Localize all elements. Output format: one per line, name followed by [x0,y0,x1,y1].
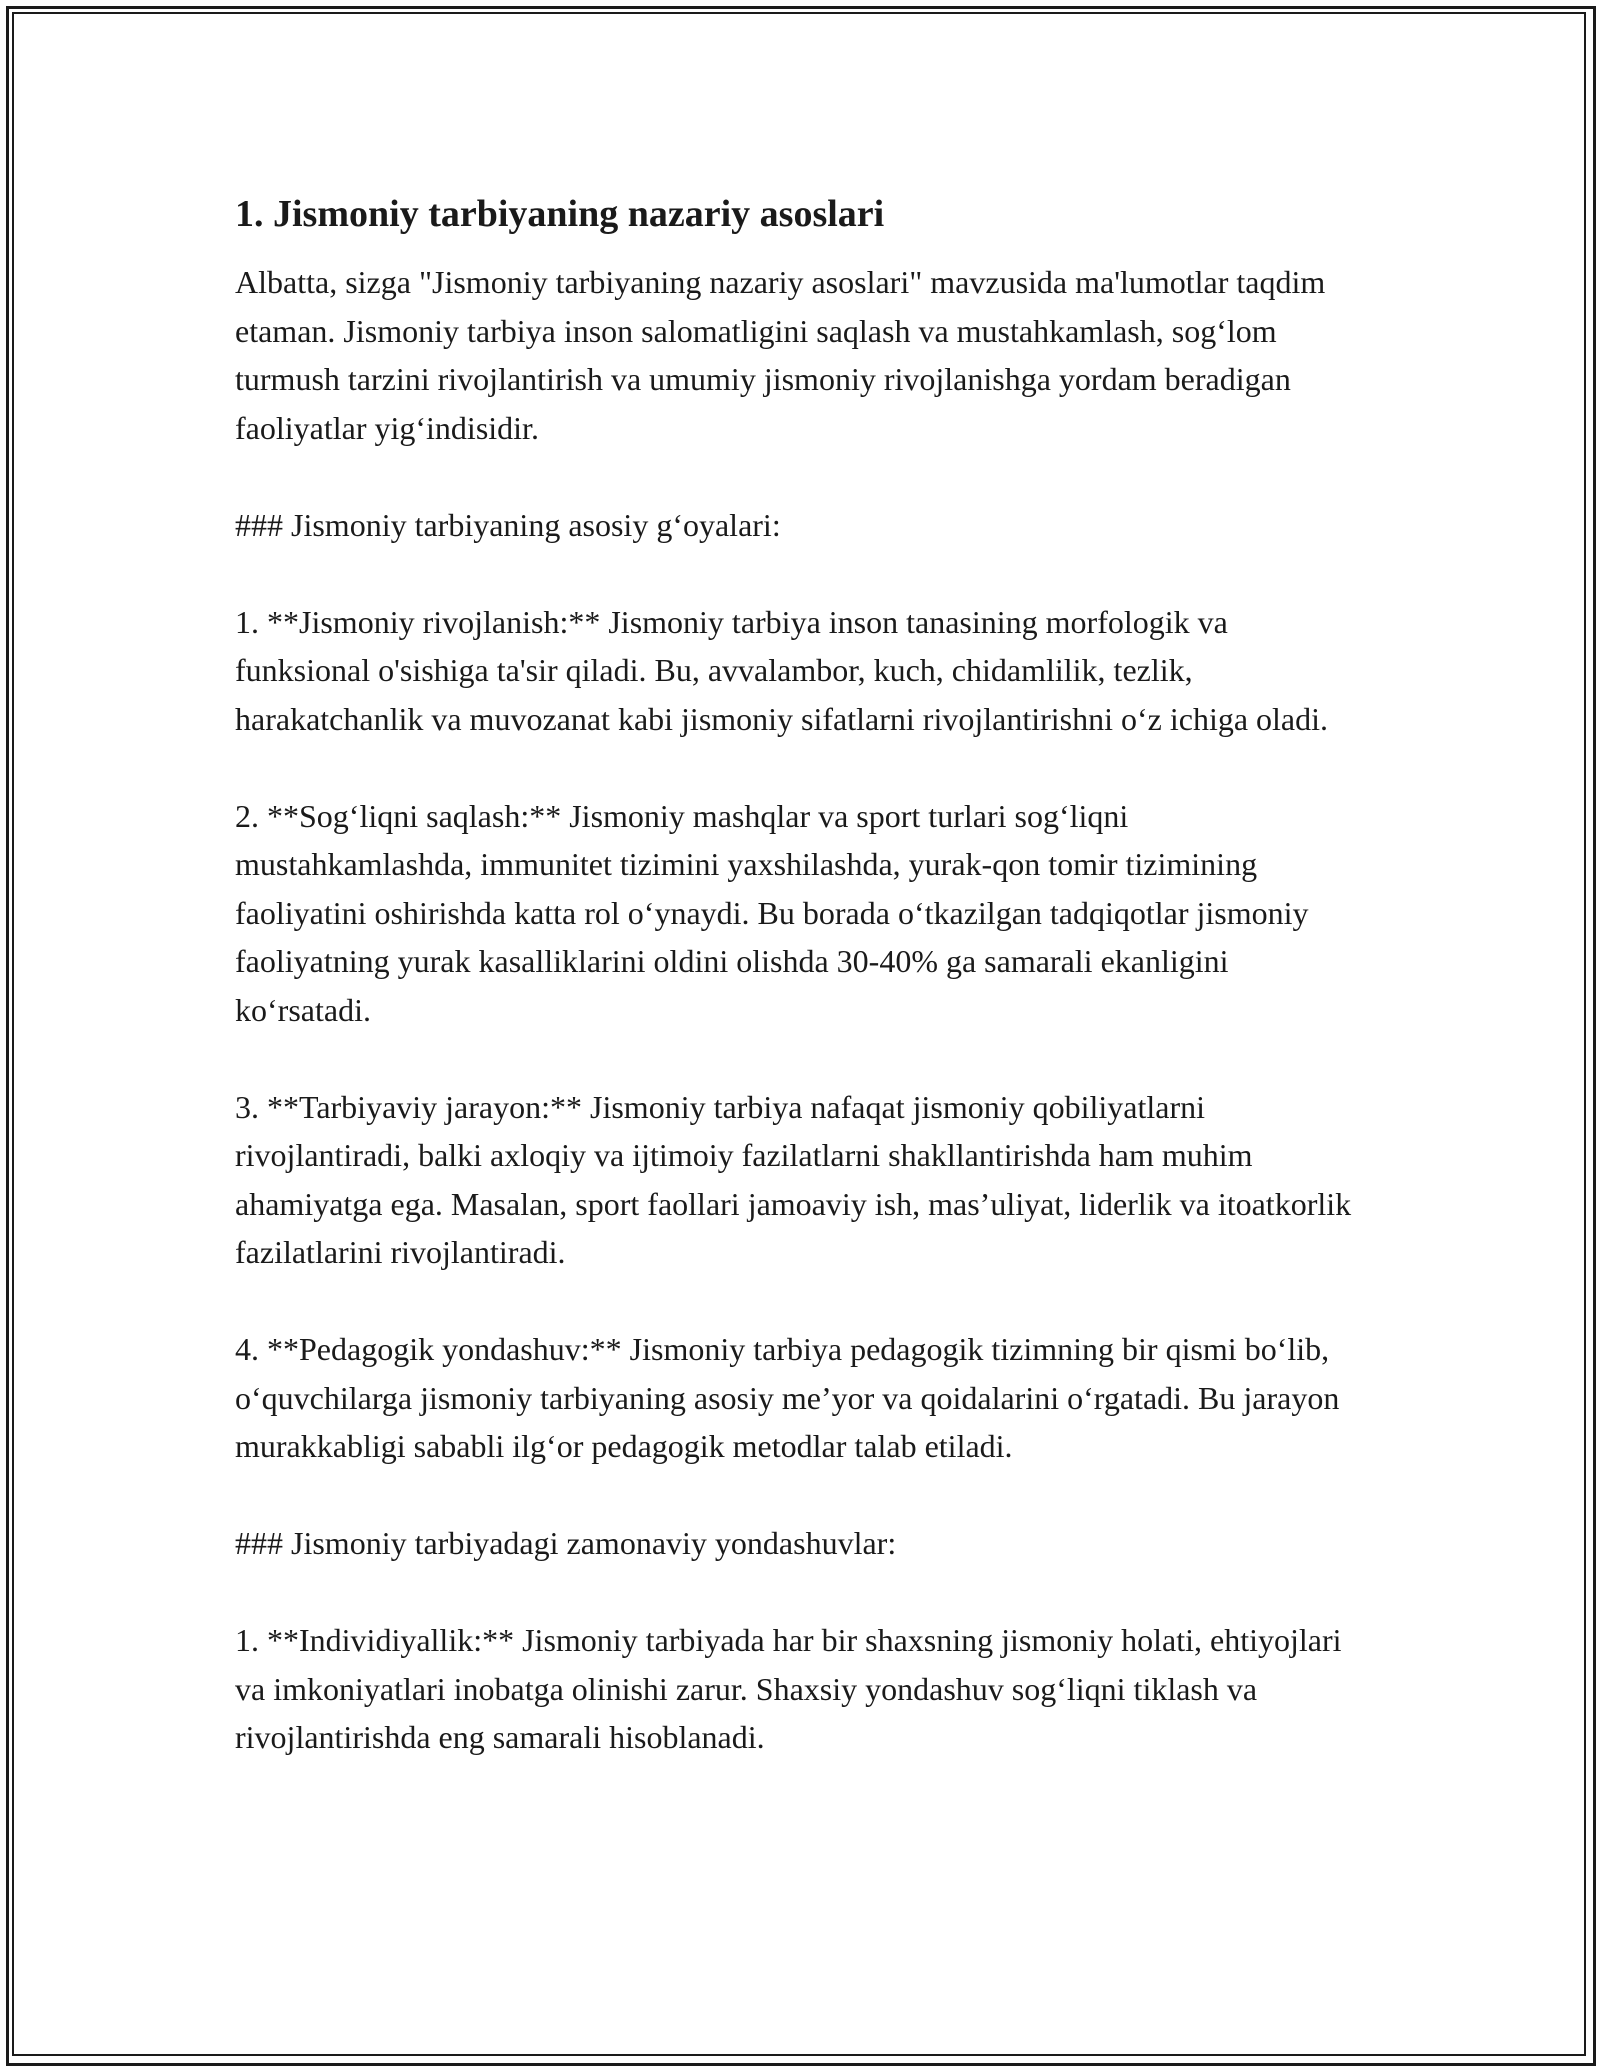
list-item: 1. **Jismoniy rivojlanish:** Jismoniy tarbiya inson tanasining morfologik va funksional o'sishiga ta'sir qiladi. Bu, avvalambor, kuch, chidamlilik, tezlik, harakatchanlik va muvozanat kabi jismoniy sifatlarni rivojlantirishni o‘z ichiga oladi. [235,603,1329,737]
list-item: 3. **Tarbiyaviy jarayon:** Jismoniy tarbiya nafaqat jismoniy qobiliyatlarni rivojlantiradi, balki axloqiy va ijtimoiy fazilatlarni shakllantirishda ham muhim ahamiyatga ega. Masalan, sport faollari jamoaviy ish, mas’uliyat, liderlik va itoatkorlik fazilatlarini rivojlantiradi. [235,1088,1352,1270]
intro-paragraph: Albatta, sizga "Jismoniy tarbiyaning nazariy asoslari" mavzusida ma'lumotlar taqdim etaman. Jismoniy tarbiya inson salomatligini saqlash va mustahkamlash, sog‘lom turmush tarzini rivojlantirish va umumiy jismoniy rivojlanishga yordam beradigan faoliyatlar yig‘indisidir. [235,264,1326,446]
list-item: 2. **Sog‘liqni saqlash:** Jismoniy mashqlar va sport turlari sog‘liqni mustahkamlashda, immunitet tizimini yaxshilashda, yurak-qon tomir tizimining faoliyatini oshirishda katta rol o‘ynaydi. Bu borada o‘tkazilgan tadqiqotlar jismoniy faoliyatning yurak kasalliklarini oldini olishda 30-40% ga samarali ekanligini ko‘rsatadi. [235,797,1309,1028]
list-item: 4. **Pedagogik yondashuv:** Jismoniy tarbiya pedagogik tizimning bir qismi bo‘lib, o‘quvchilarga jismoniy tarbiyaning asosiy me’yor va qoidalarini o‘rgatadi. Bu jarayon murakkabligi sababli ilg‘or pedagogik metodlar talab etiladi. [235,1331,1340,1464]
list-item: 1. **Individiyallik:** Jismoniy tarbiyada har bir shaxsning jismoniy holati, ehtiyojlari va imkoniyatlari inobatga olinishi zarur. Shaxsiy yondashuv sog‘liqni tiklash va rivojlantirishda eng samarali hisoblanadi. [235,1622,1342,1755]
section-heading-main-ideas: ### Jismoniy tarbiyaning asosiy g‘oyalari: [235,506,781,543]
document-title: 1. Jismoniy tarbiyaning nazariy asoslari [235,193,885,235]
section-heading-modern-approaches: ### Jismoniy tarbiyadagi zamonaviy yondashuvlar: [235,1525,897,1561]
document-page [235,188,1365,1810]
